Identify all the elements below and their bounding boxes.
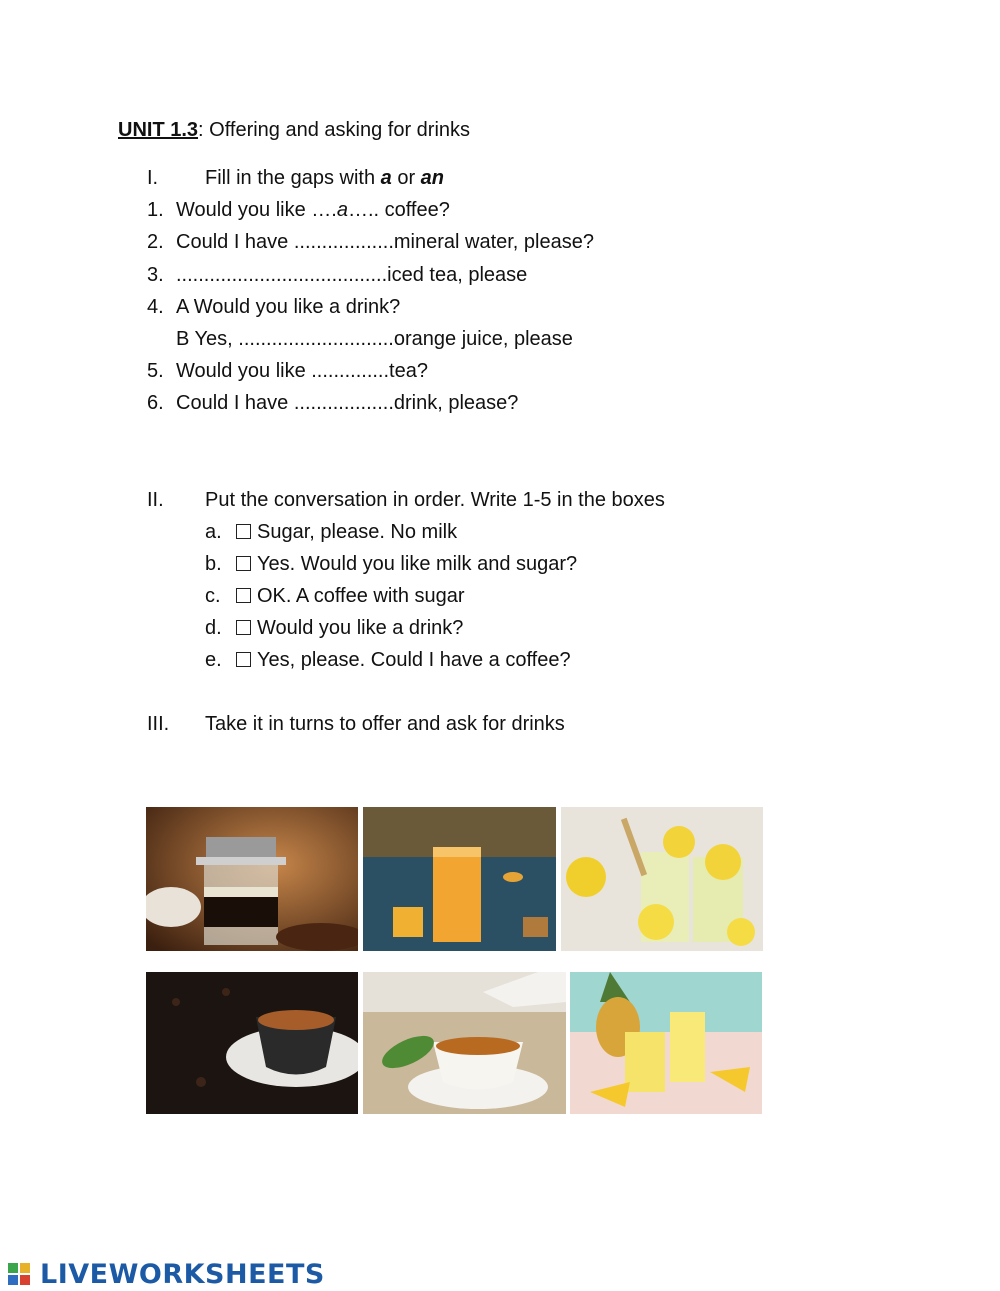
heading-or: or (391, 167, 421, 189)
fill-item-3[interactable]: ......................................iced tea, please (176, 264, 528, 286)
item-number: 1. (147, 199, 164, 221)
section-3-heading: Take it in turns to offer and ask for drinks (205, 713, 565, 735)
order-box[interactable] (236, 556, 251, 571)
item-answer: a (336, 199, 348, 221)
order-text: Sugar, please. No milk (257, 521, 458, 543)
item-number: 5. (147, 360, 164, 382)
section-1-heading (205, 167, 444, 190)
fill-item-4b[interactable]: B Yes, ............................orange juice, please (176, 328, 573, 350)
order-text: Yes, please. Could I have a coffee? (257, 649, 571, 671)
order-text: Would you like a drink? (257, 617, 464, 639)
order-text: Yes. Would you like milk and sugar? (257, 553, 578, 575)
fill-item-1[interactable] (176, 199, 450, 222)
item-number: 6. (147, 392, 164, 414)
vietnamese-drip-coffee-photo (146, 807, 358, 951)
lemonade-photo (561, 807, 763, 951)
heading-an: an (420, 167, 445, 189)
order-letter: a. (205, 521, 222, 543)
section-2-numeral: II. (147, 489, 164, 511)
item-number: 2. (147, 231, 164, 253)
section-1-numeral: I. (147, 167, 159, 189)
order-text: OK. A coffee with sugar (257, 585, 465, 607)
order-box[interactable] (236, 524, 251, 539)
item-number: 3. (147, 264, 164, 286)
section-3-numeral: III. (147, 713, 170, 735)
order-item-d (236, 617, 463, 640)
espresso-cup-photo (146, 972, 358, 1114)
pineapple-juice-photo (570, 972, 762, 1114)
unit-label: UNIT 1.3 (118, 119, 199, 141)
heading-text: Fill in the gaps with (205, 167, 381, 189)
tea-pouring-photo (363, 972, 566, 1114)
mango-smoothie-photo (363, 807, 556, 951)
fill-item-2[interactable]: Could I have ..................mineral water, please? (176, 231, 594, 253)
order-item-a (236, 521, 457, 544)
order-item-e (236, 649, 571, 672)
item-number: 4. (147, 296, 164, 318)
order-box[interactable] (236, 652, 251, 667)
page-title (118, 119, 470, 142)
order-letter: c. (205, 585, 221, 607)
fill-item-5[interactable]: Would you like ..............tea? (176, 360, 428, 382)
item-text: Would you like …. (176, 199, 337, 221)
logo-text: LIVEWORKSHEETS (40, 1259, 325, 1290)
item-text: ….. coffee? (347, 199, 450, 221)
order-item-b (236, 553, 577, 576)
order-letter: d. (205, 617, 222, 639)
section-2-heading: Put the conversation in order. Write 1-5 in the boxes (205, 489, 665, 511)
fill-item-4a: A Would you like a drink? (176, 296, 401, 318)
title-text: : Offering and asking for drinks (198, 119, 471, 141)
liveworksheets-logo-icon (8, 1263, 30, 1285)
heading-a: a (380, 167, 392, 189)
order-box[interactable] (236, 588, 251, 603)
order-box[interactable] (236, 620, 251, 635)
fill-item-6[interactable]: Could I have ..................drink, please? (176, 392, 519, 414)
order-item-c (236, 585, 465, 608)
order-letter: e. (205, 649, 222, 671)
order-letter: b. (205, 553, 222, 575)
